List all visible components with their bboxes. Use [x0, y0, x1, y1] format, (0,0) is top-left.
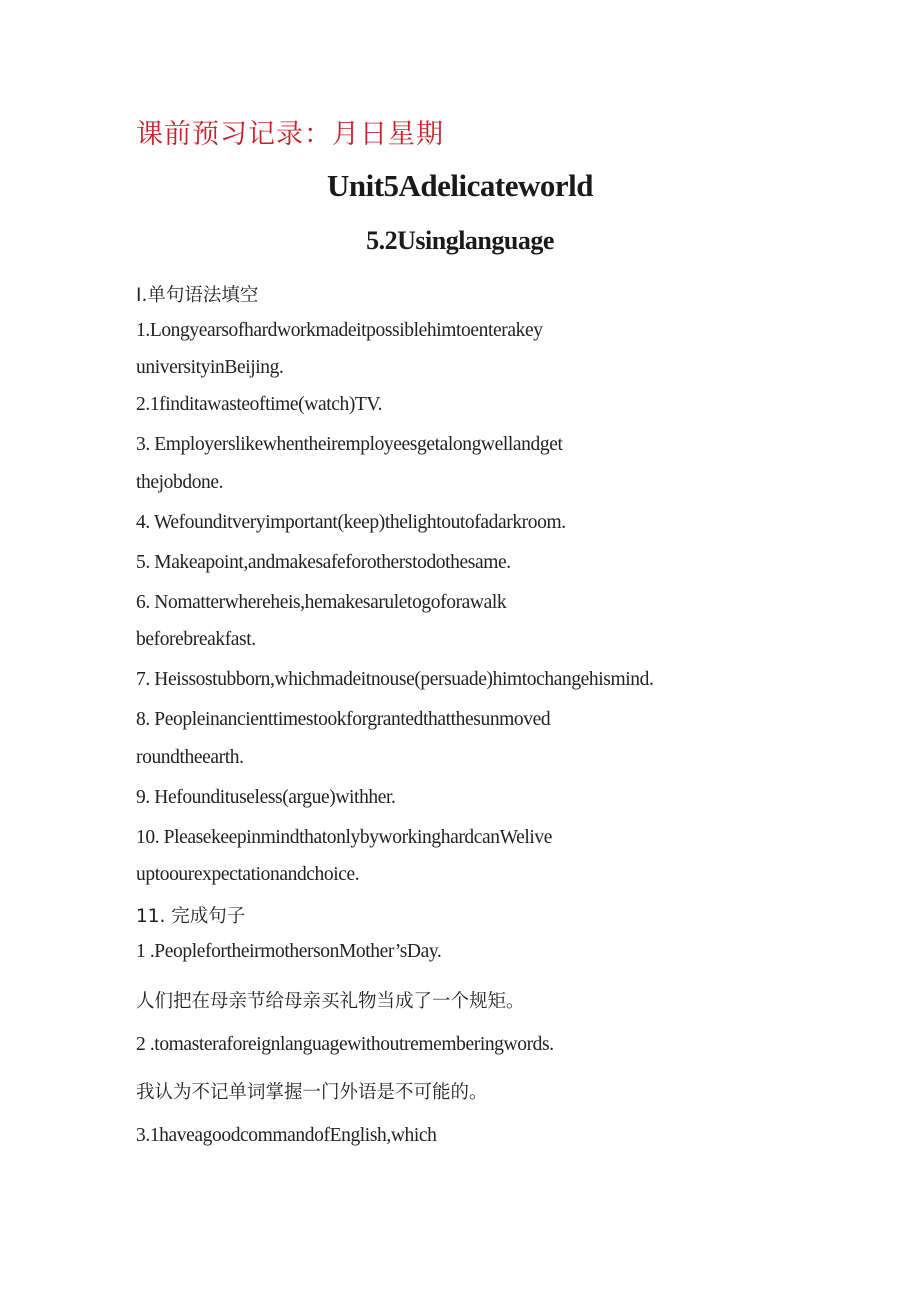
- exercise-line: 4. Wefounditveryimportant(keep)thelightoutofadarkroom.: [136, 512, 566, 533]
- sentence-line: 1 .PeoplefortheirmothersonMother’sDay.: [136, 941, 442, 962]
- exercise-line: roundtheearth.: [136, 747, 244, 768]
- unit-title: Unit5Adelicateworld: [326, 168, 594, 203]
- section-title: 5.2Usinglanguage: [366, 226, 554, 255]
- sentence-translation: 人们把在母亲节给母亲买礼物当成了一个规矩。: [136, 991, 525, 1012]
- part1-heading: I.单句语法填空: [136, 285, 259, 306]
- exercise-line: universityinBeijing.: [136, 357, 284, 378]
- exercise-line: 8. Peopleinancienttimestookforgrantedthatthesunmoved: [136, 709, 551, 730]
- exercise-line: 10. PleasekeepinmindthatonlybyworkinghardcanWelive: [136, 827, 552, 848]
- preview-record-label: 课前预习记录：月日星期: [136, 119, 444, 150]
- sentence-line: 3.1haveagoodcommandofEnglish,which: [136, 1125, 437, 1146]
- exercise-line: beforebreakfast.: [136, 629, 256, 650]
- exercise-line: 7. Heissostubborn,whichmadeitnouse(persuade)himtochangehismind.: [136, 669, 654, 690]
- exercise-line: thejobdone.: [136, 472, 224, 493]
- exercise-line: 5. Makeapoint,andmakesafeforotherstodothesame.: [136, 552, 511, 573]
- exercise-line: 2.1finditawasteoftime(watch)TV.: [136, 394, 383, 415]
- sentence-line: 2 .tomasteraforeignlanguagewithoutrememberingwords.: [136, 1034, 554, 1055]
- sentence-translation: 我认为不记单词掌握一门外语是不可能的。: [136, 1082, 488, 1103]
- exercise-line: 3. Employerslikewhentheiremployeesgetalongwellandget: [136, 434, 563, 455]
- part2-heading: 11. 完成句子: [136, 906, 246, 927]
- exercise-line: 9. Hefoundituseless(argue)withher.: [136, 787, 396, 808]
- exercise-line: 1.Longyearsofhardworkmadeitpossiblehimtoenterakey: [136, 320, 543, 341]
- exercise-line: 6. Nomatterwhereheis,hemakesaruletogoforawalk: [136, 592, 507, 613]
- exercise-line: uptoourexpectationandchoice.: [136, 864, 360, 885]
